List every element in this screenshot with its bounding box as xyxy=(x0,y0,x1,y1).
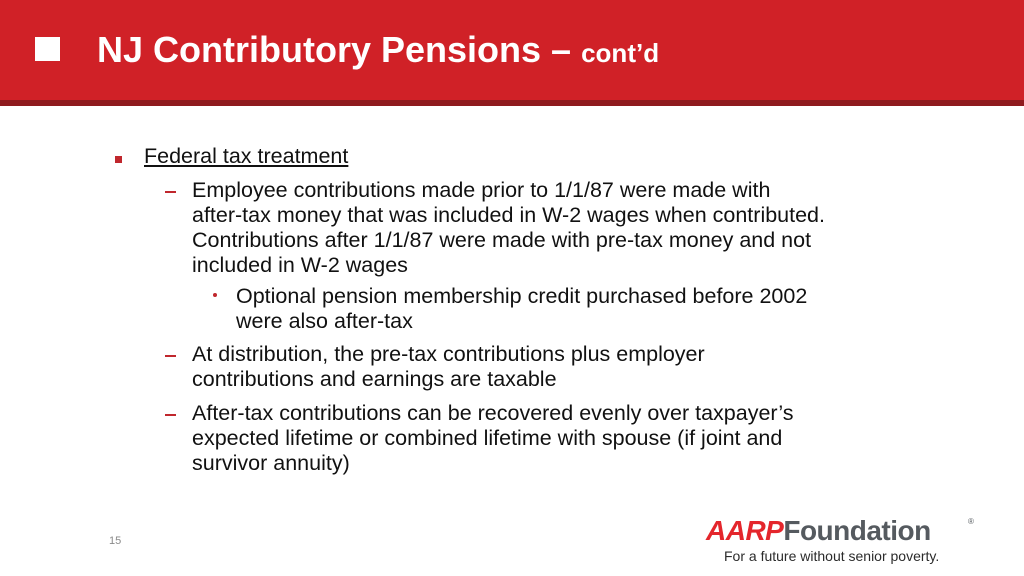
logo-name: Foundation xyxy=(783,515,931,546)
aarp-foundation-logo xyxy=(706,515,931,547)
logo-brand: AARP xyxy=(706,515,784,546)
item3-line: expected lifetime or combined lifetime with spouse (if joint and xyxy=(192,426,783,450)
sub-item-line: were also after-tax xyxy=(236,309,413,333)
page-number: 15 xyxy=(109,535,122,547)
title-square-icon xyxy=(35,37,60,61)
heading-federal-tax: Federal tax treatment xyxy=(144,144,349,168)
title-bar-shadow xyxy=(0,100,1024,106)
slide-title-suffix: cont’d xyxy=(581,38,660,68)
dot-bullet-icon xyxy=(213,293,217,297)
dash-bullet-icon xyxy=(165,355,176,357)
item3-line: survivor annuity) xyxy=(192,451,350,475)
item1-line: Employee contributions made prior to 1/1/87 were made with xyxy=(192,178,771,202)
dash-bullet-icon xyxy=(165,191,176,193)
registered-mark: ® xyxy=(968,517,974,526)
logo-tagline: For a future without senior poverty. xyxy=(724,548,940,564)
slide-title: NJ Contributory Pensions – cont’d xyxy=(97,29,660,70)
sub-item-line: Optional pension membership credit purchased before 2002 xyxy=(236,284,808,308)
item2-line: contributions and earnings are taxable xyxy=(192,367,557,391)
item2-line: At distribution, the pre-tax contributions plus employer xyxy=(192,342,705,366)
dash-bullet-icon xyxy=(165,414,176,416)
item1-line: after-tax money that was included in W-2 wages when contributed. xyxy=(192,203,825,227)
item1-line: Contributions after 1/1/87 were made with pre-tax money and not xyxy=(192,228,812,252)
item1-line: included in W-2 wages xyxy=(192,253,408,277)
item3-line: After-tax contributions can be recovered evenly over taxpayer’s xyxy=(192,401,794,425)
square-bullet-icon xyxy=(115,156,122,163)
